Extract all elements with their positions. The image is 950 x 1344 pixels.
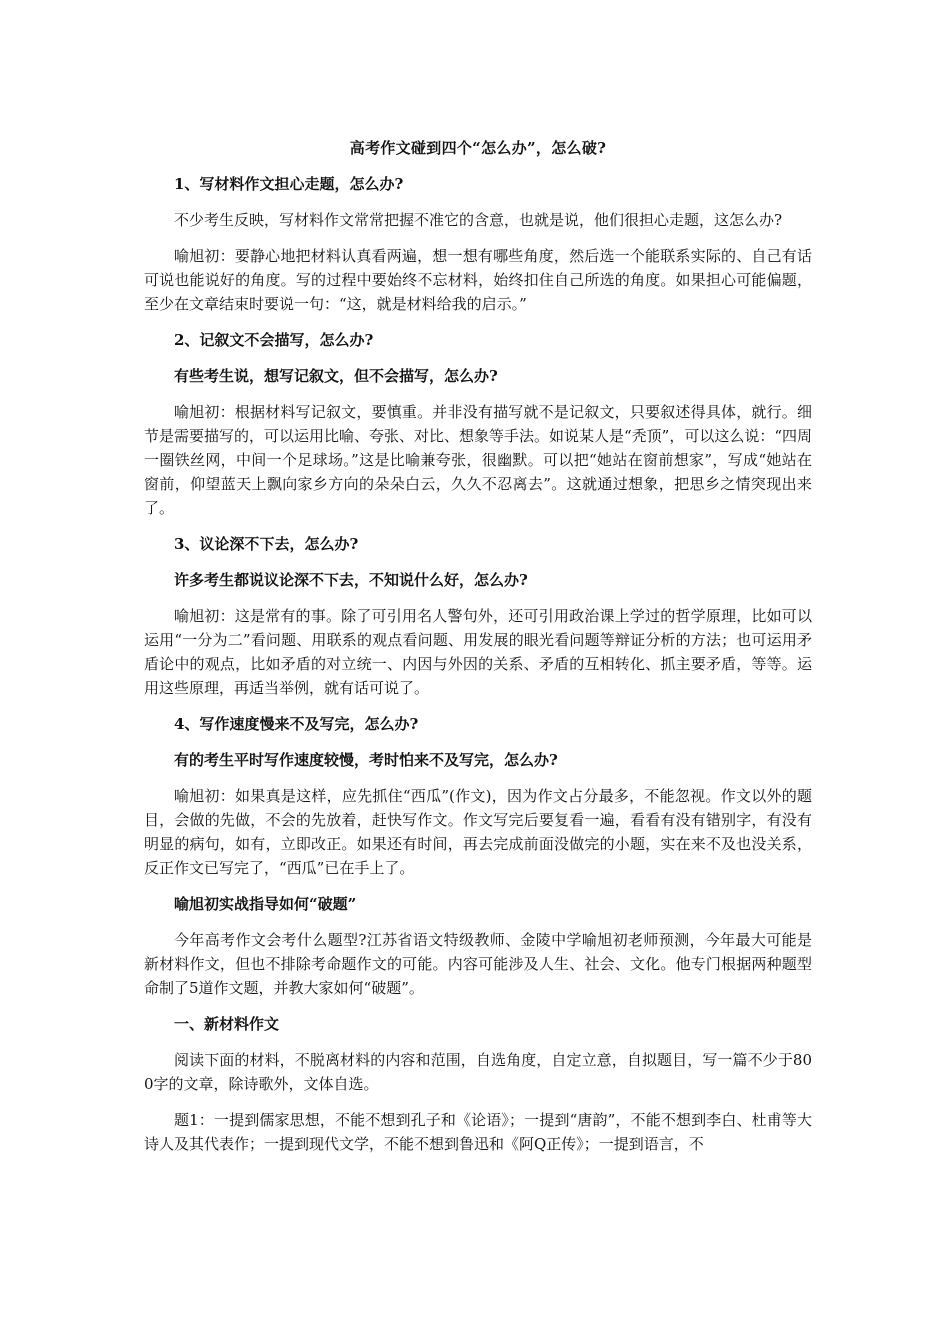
paragraph: 喻旭初：这是常有的事。除了可引用名人警句外，还可引用政治课上学过的哲学原理，比如可以运用“一分为二”看问题、用联系的观点看问题、用发展的眼光看问题等辩证分析的方法；也可运用矛盾论中的观点，比如矛盾的对立统一、内因与外因的关系、矛盾的互相转化、抓主要矛盾，等等。运用这些原理，再适当举例，就有话可说了。 [144,607,812,697]
section-heading: 有些考生说，想写记叙文，但不会描写，怎么办? [174,367,498,385]
section-heading: 喻旭初实战指导如何“破题” [174,895,357,913]
paragraph: 阅读下面的材料，不脱离材料的内容和范围，自选角度，自定立意，自拟题目，写一篇不少于800字的文章，除诗歌外，文体自选。 [144,1051,812,1093]
paragraph: 题1：一提到儒家思想，不能不想到孔子和《论语》；一提到“唐韵”，不能不想到李白、杜甫等大诗人及其代表作；一提到现代文学，不能不想到鲁迅和《阿Q正传》；一提到语言，不 [144,1111,812,1153]
section-heading: 一、新材料作文 [174,1015,280,1033]
paragraph: 不少考生反映，写材料作文常常把握不准它的含意，也就是说，他们很担心走题，这怎么办? [174,211,783,229]
document-body [144,172,812,1156]
paragraph: 喻旭初：如果真是这样，应先抓住“西瓜”(作文)，因为作文占分最多，不能忽视。作文以外的题目，会做的先做，不会的先放着，赶快写作文。作文写完后要复看一遍，看看有没有错别字，有没有明显的病句，如有，立即改正。如果还有时间，再去完成前面没做完的小题，实在来不及也没关系，反正作文已写完了，“西瓜”已在手上了。 [144,787,812,877]
section-heading: 许多考生都说议论深不下去，不知说什么好，怎么办? [174,571,528,589]
section-heading: 有的考生平时写作速度较慢，考时怕来不及写完，怎么办? [174,751,558,769]
document-title: 高考作文碰到四个“怎么办”，怎么破? [349,139,607,157]
paragraph: 喻旭初：根据材料写记叙文，要慎重。并非没有描写就不是记叙文，只要叙述得具体，就行。细节是需要描写的，可以运用比喻、夸张、对比、想象等手法。如说某人是“秃顶”，可以这么说：“四周一圈铁丝网，中间一个足球场。”这是比喻兼夸张，很幽默。可以把“她站在窗前想家”，写成“她站在窗前，仰望蓝天上飘向家乡方向的朵朵白云，久久不忍离去”。这就通过想象，把思乡之情突现出来了。 [144,403,813,517]
section-heading: 1、写材料作文担心走题，怎么办? [174,175,404,193]
document-page [144,136,812,1168]
paragraph: 今年高考作文会考什么题型?江苏省语文特级教师、金陵中学喻旭初老师预测，今年最大可能是新材料作文，但也不排除考命题作文的可能。内容可能涉及人生、社会、文化。他专门根据两种题型命制了5道作文题，并教大家如何“破题”。 [144,931,812,997]
paragraph: 喻旭初：要静心地把材料认真看两遍，想一想有哪些角度，然后选一个能联系实际的、自己有话可说也能说好的角度。写的过程中要始终不忘材料，始终扣住自己所选的角度。如果担心可能偏题，至少在文章结束时要说一句：“这，就是材料给我的启示。” [144,247,812,313]
section-heading: 3、议论深不下去，怎么办? [174,535,359,553]
section-heading: 4、写作速度慢来不及写完，怎么办? [174,715,419,733]
section-heading: 2、记叙文不会描写，怎么办? [174,331,374,349]
